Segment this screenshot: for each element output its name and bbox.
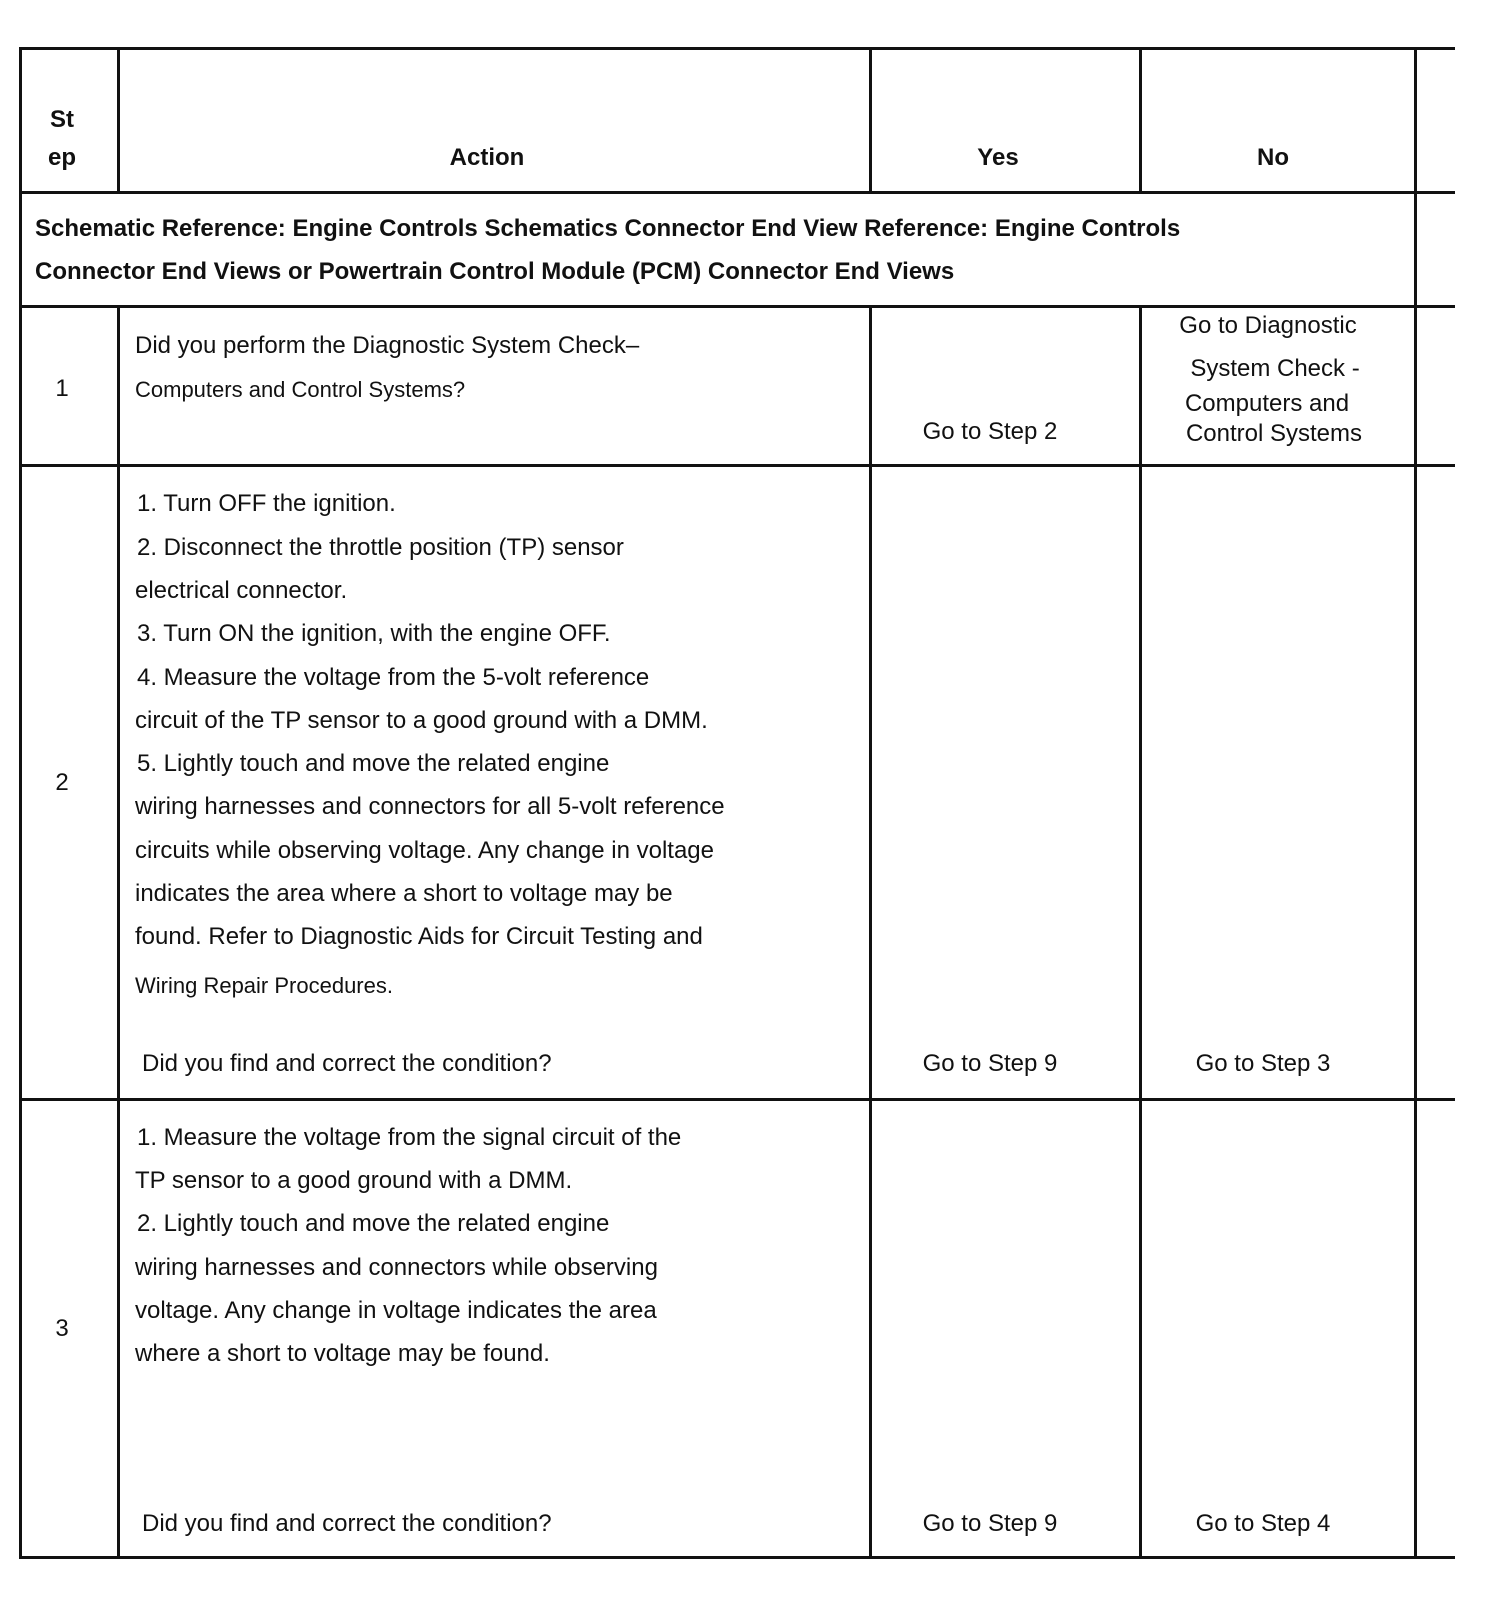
step-header-line1: St (50, 106, 74, 133)
no-go-to-step: Go to Step 4 (1195, 1510, 1331, 1537)
row-divider (19, 464, 1455, 467)
action-text-line: Did you perform the Diagnostic System Check– (135, 332, 640, 359)
action-text-line: where a short to voltage may be found. (135, 1340, 550, 1367)
action-text-line: 2. Lightly touch and move the related engine (137, 1210, 610, 1237)
no-go-to-line: System Check - (1190, 355, 1360, 382)
action-text-line: indicates the area where a short to voltage may be (135, 880, 673, 907)
step-number: 2 (55, 769, 69, 796)
action-text-line: found. Refer to Diagnostic Aids for Circuit Testing and (135, 923, 703, 950)
column-divider (117, 305, 120, 1559)
action-header: Action (449, 144, 525, 171)
no-go-to-step: Go to Step 3 (1195, 1050, 1331, 1077)
no-go-to-line: Computers and (1184, 390, 1350, 417)
action-text-line: voltage. Any change in voltage indicates the area (135, 1297, 657, 1324)
action-text-line: TP sensor to a good ground with a DMM. (135, 1167, 573, 1194)
action-text-line: Wiring Repair Procedures. (135, 973, 393, 998)
question-text: Did you find and correct the condition? (142, 1050, 552, 1077)
row-divider (19, 1098, 1455, 1101)
table-border-top (19, 47, 1455, 50)
action-text-line: 4. Measure the voltage from the 5-volt reference (137, 664, 650, 691)
yes-go-to-step: Go to Step 2 (922, 418, 1058, 445)
no-go-to-line: Control Systems (1185, 420, 1363, 447)
yes-header: Yes (977, 144, 1019, 171)
column-divider (1139, 47, 1142, 194)
table-border-bottom (19, 1556, 1455, 1559)
action-text-line: circuit of the TP sensor to a good ground with a DMM. (135, 707, 708, 734)
action-text-line: 1. Turn OFF the ignition. (137, 490, 396, 517)
step-number: 1 (55, 375, 69, 402)
action-text-line: 5. Lightly touch and move the related engine (137, 750, 610, 777)
table-border-left (19, 47, 22, 1559)
column-divider (1139, 305, 1142, 1559)
yes-go-to-step: Go to Step 9 (922, 1050, 1058, 1077)
column-divider (869, 305, 872, 1559)
action-text-line: electrical connector. (135, 577, 348, 604)
column-divider (117, 47, 120, 194)
yes-go-to-step: Go to Step 9 (922, 1510, 1058, 1537)
schematic-reference-line2: Connector End Views or Powertrain Control Module (PCM) Connector End Views (35, 258, 955, 285)
column-divider (869, 47, 872, 194)
action-text-line: Computers and Control Systems? (135, 377, 466, 402)
reference-divider (19, 305, 1455, 308)
action-text-line: wiring harnesses and connectors while observing (135, 1254, 658, 1281)
diagnostic-table (19, 47, 1455, 1599)
schematic-reference-line1: Schematic Reference: Engine Controls Schematics Connector End View Reference: Engine Controls (35, 215, 1181, 242)
step-header-line2: ep (47, 144, 77, 171)
question-text: Did you find and correct the condition? (142, 1510, 552, 1537)
action-text-line: 1. Measure the voltage from the signal circuit of the (137, 1124, 682, 1151)
header-divider (19, 191, 1455, 194)
action-text-line: 3. Turn ON the ignition, with the engine OFF. (137, 620, 611, 647)
no-header: No (1257, 144, 1289, 171)
table-border-right (1414, 47, 1417, 1559)
no-go-to-line: Go to Diagnostic (1179, 312, 1357, 339)
action-text-line: 2. Disconnect the throttle position (TP) sensor (137, 534, 624, 561)
action-text-line: circuits while observing voltage. Any change in voltage (135, 837, 714, 864)
action-text-line: wiring harnesses and connectors for all 5-volt reference (135, 793, 725, 820)
step-number: 3 (55, 1315, 69, 1342)
